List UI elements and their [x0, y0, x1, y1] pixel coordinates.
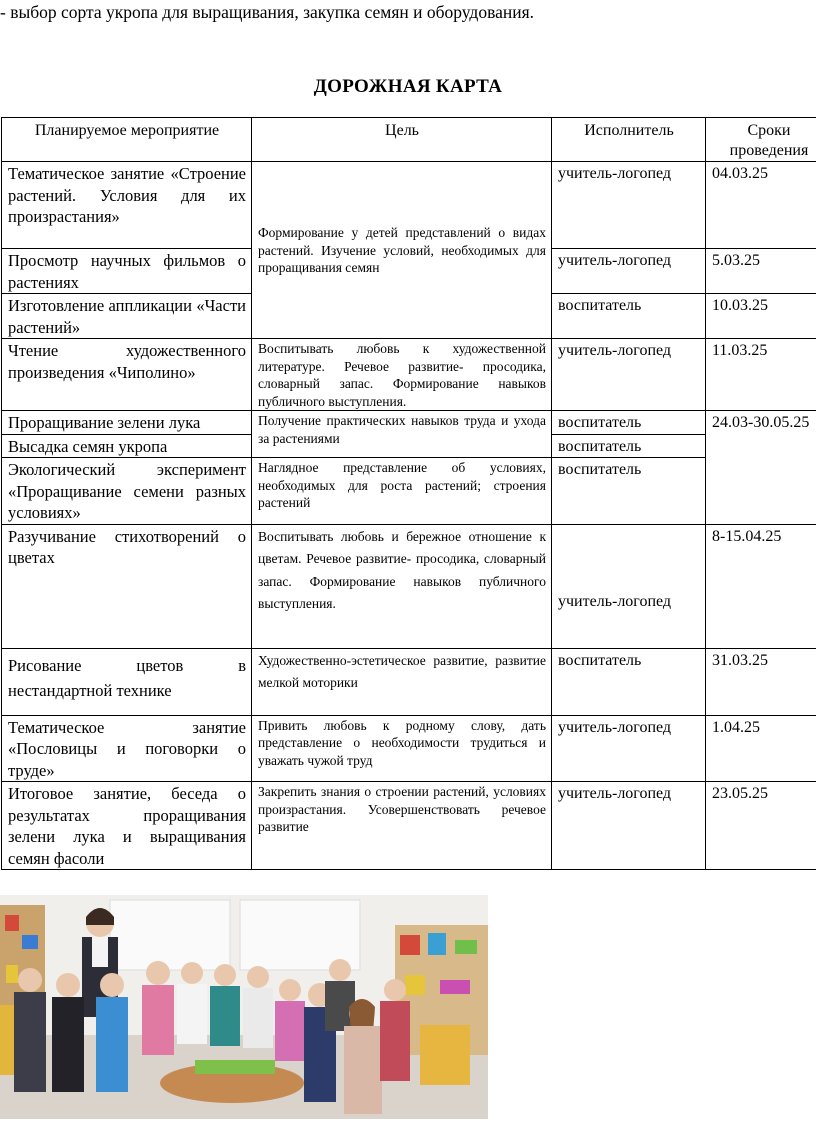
table-header-row — [2, 118, 816, 162]
goal-cell: Закрепить знания о строении растений, условиях произрастания. Усовершенствовать речевое развитие — [252, 782, 552, 870]
event-cell: Проращивание зелени лука — [2, 411, 252, 435]
date-cell: 31.03.25 — [706, 648, 816, 715]
executor-cell: учитель-логопед — [552, 715, 706, 782]
table-row — [2, 782, 816, 870]
page-title: ДОРОЖНАЯ КАРТА — [313, 76, 503, 97]
date-cell: 24.03-30.05.25 — [706, 411, 816, 525]
header-executor: Исполнитель — [552, 118, 706, 162]
event-cell: Изготовление аппликации «Части растений» — [2, 294, 252, 339]
roadmap-table — [1, 117, 816, 870]
table-row — [2, 715, 816, 782]
group-photo-icon — [0, 895, 488, 1119]
header-event: Планируемое мероприятие — [2, 118, 252, 162]
event-cell: Разучивание стихотворений о цветах — [2, 524, 252, 648]
goal-cell: Воспитывать любовь к художественной литературе. Речевое развитие- просодика, словарный запас. Формирование навыков публичного выступления. — [252, 339, 552, 411]
goal-cell: Художественно-эстетическое развитие, развитие мелкой моторики — [252, 648, 552, 715]
goal-cell: Получение практических навыков труда и ухода за растениями — [252, 411, 552, 458]
executor-cell: воспитатель — [552, 411, 706, 435]
event-cell: Просмотр научных фильмов о растениях — [2, 249, 252, 294]
executor-cell: воспитатель — [552, 434, 706, 458]
executor-cell: воспитатель — [552, 648, 706, 715]
event-cell: Тематическое занятие «Строение растений. Условия для их произрастания» — [2, 162, 252, 249]
date-cell: 23.05.25 — [706, 782, 816, 870]
event-cell: Чтение художественного произведения «Чиполино» — [2, 339, 252, 411]
table-row — [2, 162, 816, 249]
date-cell: 1.04.25 — [706, 715, 816, 782]
goal-cell: Привить любовь к родному слову, дать представление о необходимости трудиться и уважать чужой труд — [252, 715, 552, 782]
table-row — [2, 411, 816, 435]
event-cell: Итоговое занятие, беседа о результатах проращивания зелени лука и выращивания семян фасоли — [2, 782, 252, 870]
goal-cell: Формирование у детей представлений о видах растений. Изучение условий, необходимых для проращивания семян — [252, 162, 552, 339]
executor-cell: учитель-логопед — [552, 524, 706, 648]
header-goal: Цель — [252, 118, 552, 162]
event-cell: Тематическое занятие «Пословицы и поговорки о труде» — [2, 715, 252, 782]
date-cell: 5.03.25 — [706, 249, 816, 294]
table-row — [2, 458, 816, 525]
event-cell: Экологический эксперимент «Проращивание семени разных условиях» — [2, 458, 252, 525]
executor-cell: учитель-логопед — [552, 249, 706, 294]
executor-cell: воспитатель — [552, 458, 706, 525]
event-cell: Рисование цветов в нестандартной технике — [2, 648, 252, 715]
intro-line: - выбор сорта укропа для выращивания, закупка семян и оборудования. — [0, 2, 535, 22]
table-row — [2, 339, 816, 411]
date-cell: 11.03.25 — [706, 339, 816, 411]
header-date: Сроки проведения — [706, 118, 816, 162]
executor-cell: воспитатель — [552, 294, 706, 339]
event-cell: Высадка семян укропа — [2, 434, 252, 458]
goal-cell: Наглядное представление об условиях, необходимых для роста растений; строения растений — [252, 458, 552, 525]
executor-cell: учитель-логопед — [552, 339, 706, 411]
group-photo — [0, 895, 488, 1119]
date-cell: 10.03.25 — [706, 294, 816, 339]
executor-cell: учитель-логопед — [552, 782, 706, 870]
executor-cell: учитель-логопед — [552, 162, 706, 249]
goal-cell: Воспитывать любовь и бережное отношение к цветам. Речевое развитие- просодика, словарный запас. Формирование навыков публичного выступления. — [252, 524, 552, 648]
table-row — [2, 648, 816, 715]
date-cell: 8-15.04.25 — [706, 524, 816, 648]
date-cell: 04.03.25 — [706, 162, 816, 249]
table-row — [2, 524, 816, 648]
